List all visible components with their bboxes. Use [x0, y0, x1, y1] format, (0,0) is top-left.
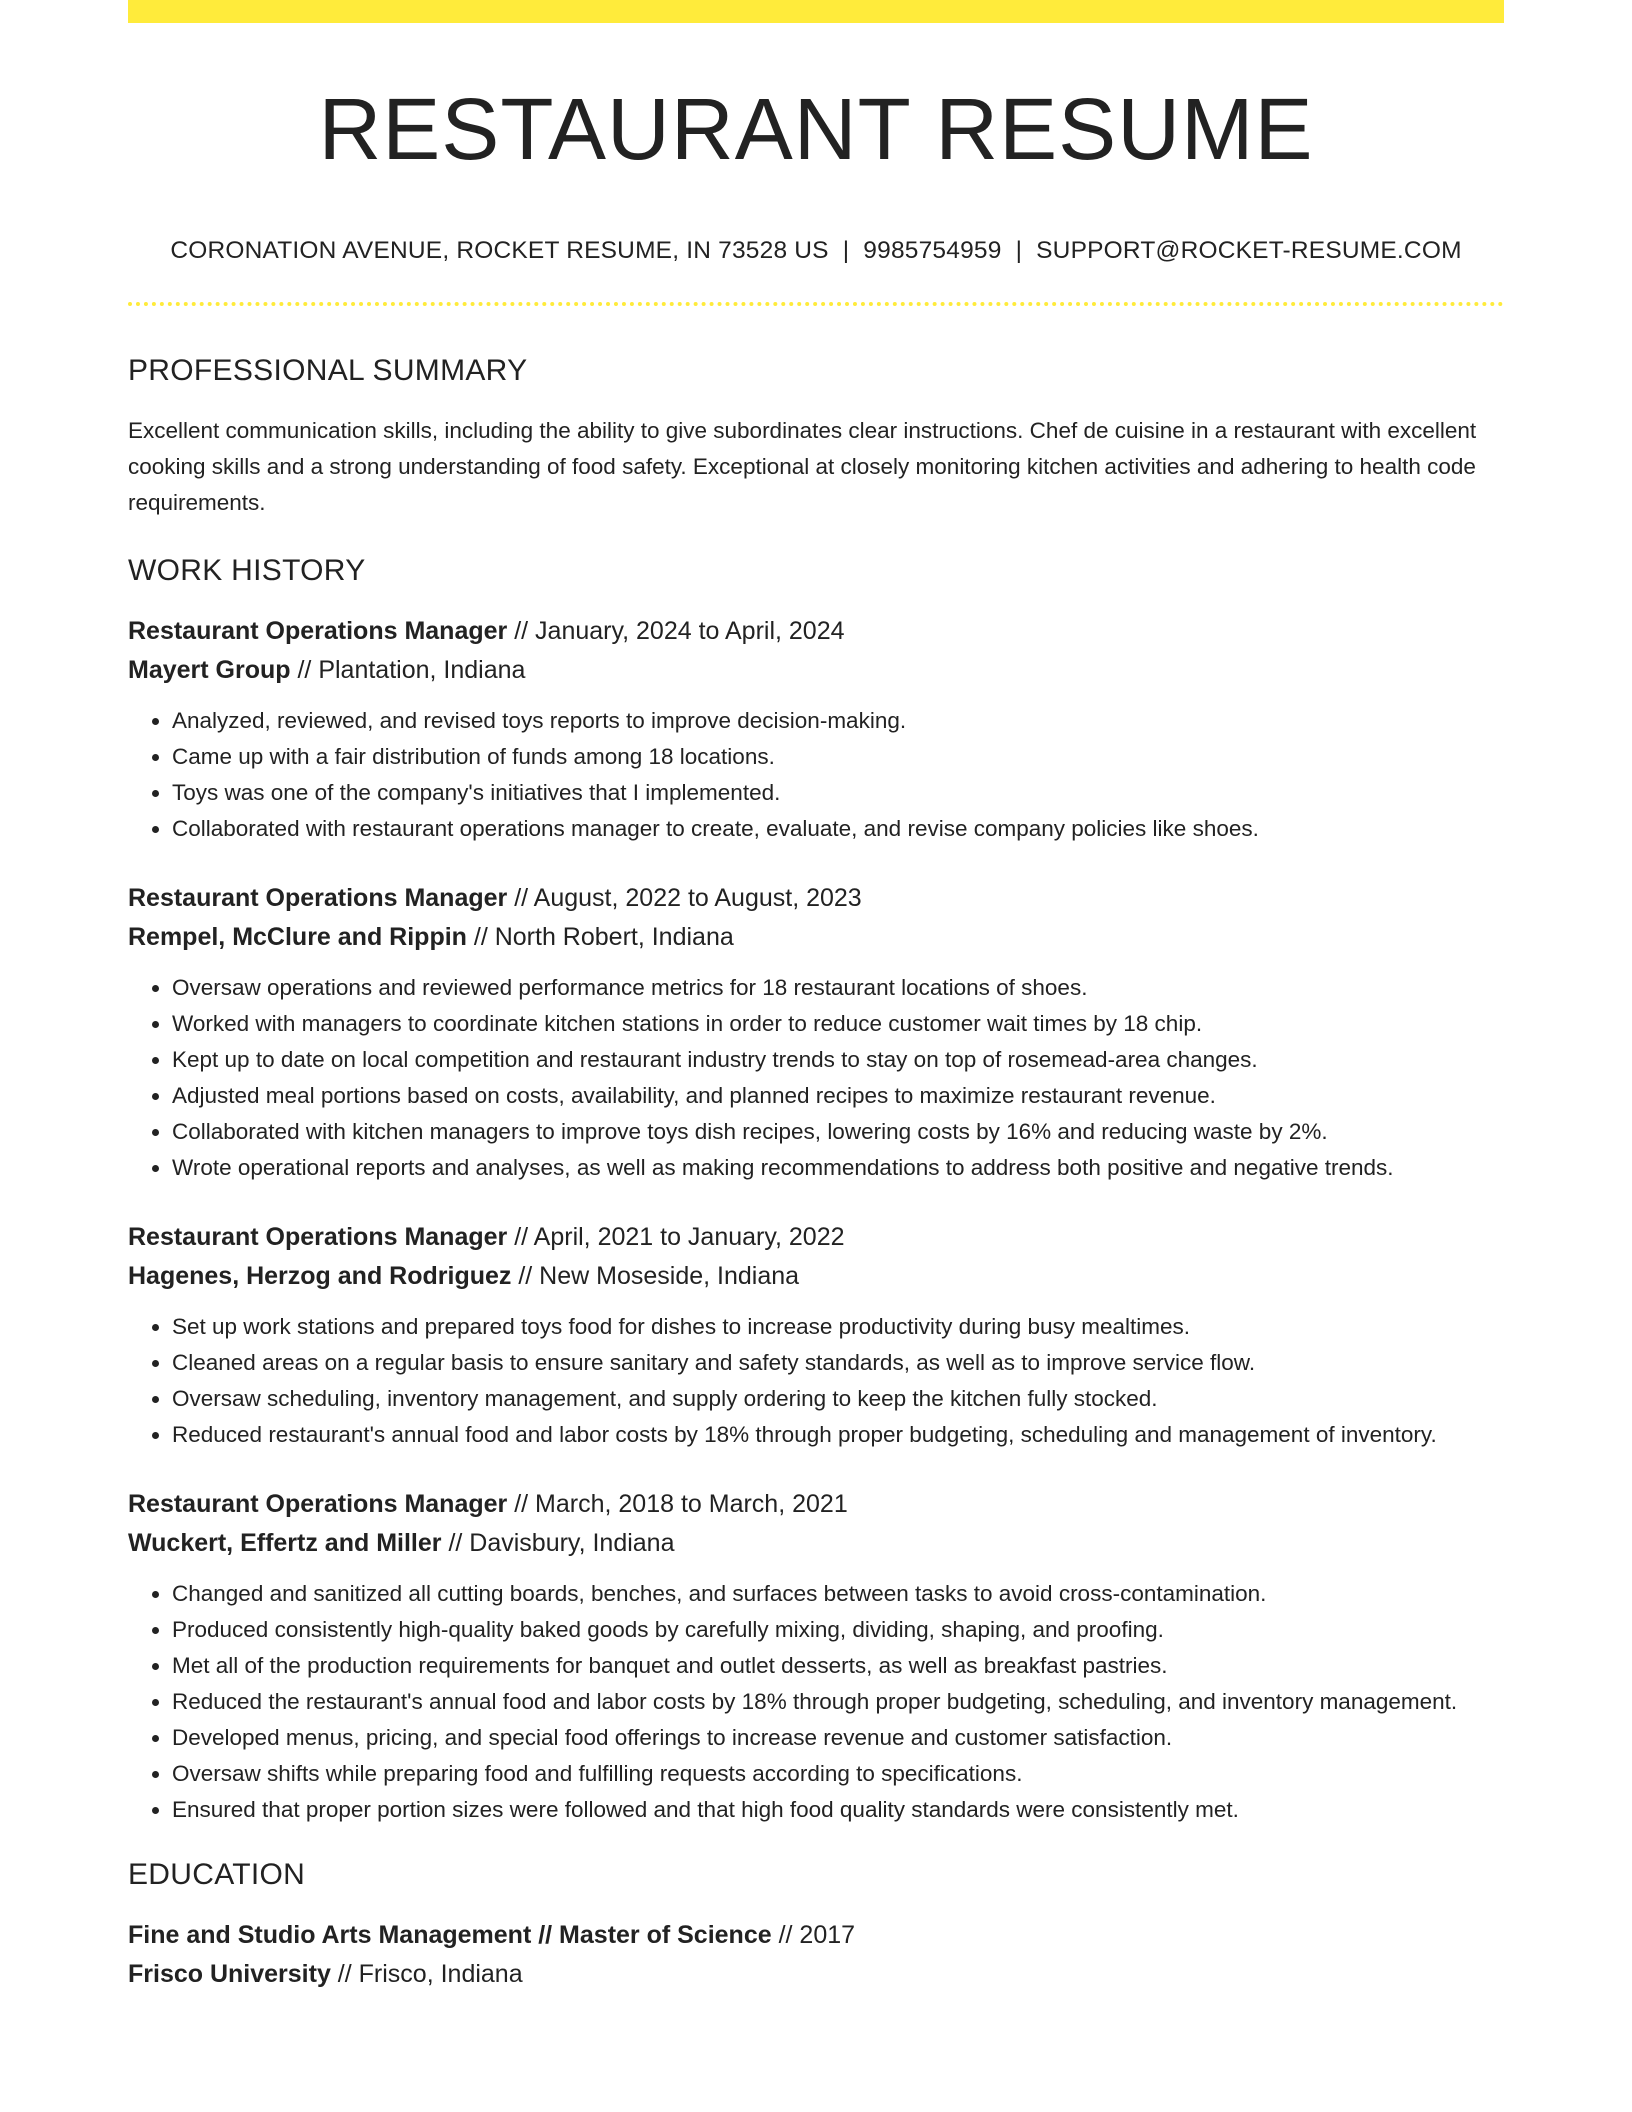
job-bullet: • Developed menus, pricing, and special food offerings to increase revenue and customer satisfaction.	[172, 1720, 1504, 1756]
job-role-line	[128, 879, 1504, 918]
job-bullet: • Oversaw scheduling, inventory management, and supply ordering to keep the kitchen fully stocked.	[172, 1381, 1504, 1417]
job-entry	[128, 612, 1504, 847]
job-bullet: • Set up work stations and prepared toys food for dishes to increase productivity during busy mealtimes.	[172, 1309, 1504, 1345]
job-dates: // January, 2024 to April, 2024	[507, 616, 845, 645]
job-company: Wuckert, Effertz and Miller	[128, 1528, 442, 1557]
job-role-line	[128, 612, 1504, 651]
job-location: // Plantation, Indiana	[290, 655, 526, 684]
job-dates: // March, 2018 to March, 2021	[507, 1489, 848, 1518]
contact-separator: |	[1015, 237, 1023, 264]
job-location: // Davisbury, Indiana	[441, 1528, 675, 1557]
job-company: Hagenes, Herzog and Rodriguez	[128, 1261, 512, 1290]
job-bullet: • Produced consistently high-quality baked goods by carefully mixing, dividing, shaping, and proofing.	[172, 1612, 1504, 1648]
job-role: Restaurant Operations Manager	[128, 616, 508, 645]
job-company-line	[128, 918, 1504, 957]
education-location: // Frisco, Indiana	[330, 1959, 523, 1988]
job-entry	[128, 879, 1504, 1186]
job-bullet: • Worked with managers to coordinate kitchen stations in order to reduce customer wait times by 18 chip.	[172, 1006, 1504, 1042]
job-company-line	[128, 1524, 1504, 1563]
resume-title: RESTAURANT RESUME	[318, 81, 1314, 178]
job-bullet: • Collaborated with restaurant operations manager to create, evaluate, and revise company policies like shoes.	[172, 811, 1504, 847]
job-bullet: • Cleaned areas on a regular basis to ensure sanitary and safety standards, as well as to improve service flow.	[172, 1345, 1504, 1381]
job-company-line	[128, 1257, 1504, 1296]
education-entry	[128, 1916, 1504, 1994]
job-bullet-list	[128, 970, 1504, 1186]
job-bullet: • Reduced the restaurant's annual food and labor costs by 18% through proper budgeting, scheduling, and inventory management.	[172, 1684, 1504, 1720]
job-dates: // August, 2022 to August, 2023	[507, 883, 862, 912]
job-entry	[128, 1485, 1504, 1828]
education-degree: Fine and Studio Arts Management // Master of Science	[128, 1920, 772, 1949]
job-bullet: • Changed and sanitized all cutting boards, benches, and surfaces between tasks to avoid cross-contamination.	[172, 1576, 1504, 1612]
education-school-line	[128, 1955, 1504, 1994]
job-role: Restaurant Operations Manager	[128, 883, 508, 912]
section-title-education: EDUCATION	[128, 1857, 306, 1891]
job-bullet-list	[128, 1576, 1504, 1828]
job-company: Rempel, McClure and Rippin	[128, 922, 467, 951]
summary-text: Excellent communication skills, including the ability to give subordinates clear instructions. Chef de cuisine in a restaurant with excellent cooking skills and a strong understanding of food safety. Exceptional at closely monitoring kitchen activities and adhering to health code requirements.	[128, 417, 1477, 515]
education-degree-line	[128, 1916, 1504, 1955]
job-bullet: • Came up with a fair distribution of funds among 18 locations.	[172, 739, 1504, 775]
contact-address: CORONATION AVENUE, ROCKET RESUME, IN 73528 US	[170, 237, 829, 264]
job-bullet: • Toys was one of the company's initiatives that I implemented.	[172, 775, 1504, 811]
job-bullet: • Oversaw shifts while preparing food and fulfilling requests according to specifications.	[172, 1756, 1504, 1792]
job-location: // North Robert, Indiana	[466, 922, 734, 951]
job-role: Restaurant Operations Manager	[128, 1489, 508, 1518]
job-location: // New Moseside, Indiana	[511, 1261, 800, 1290]
job-bullet: • Kept up to date on local competition and restaurant industry trends to stay on top of rosemead-area changes.	[172, 1042, 1504, 1078]
job-bullet-list	[128, 1309, 1504, 1453]
job-bullet: • Oversaw operations and reviewed performance metrics for 18 restaurant locations of shoes.	[172, 970, 1504, 1006]
job-company-line	[128, 651, 1504, 690]
job-bullet: • Met all of the production requirements for banquet and outlet desserts, as well as breakfast pastries.	[172, 1648, 1504, 1684]
job-bullet-list	[128, 703, 1504, 847]
contact-line	[128, 239, 1504, 264]
job-bullet: • Reduced restaurant's annual food and labor costs by 18% through proper budgeting, scheduling and management of inventory.	[172, 1417, 1504, 1453]
section-title-work-history: WORK HISTORY	[128, 553, 366, 587]
job-bullet: • Ensured that proper portion sizes were followed and that high food quality standards were consistently met.	[172, 1792, 1504, 1828]
job-dates: // April, 2021 to January, 2022	[507, 1222, 845, 1251]
accent-top-bar	[128, 0, 1504, 23]
job-entry	[128, 1218, 1504, 1453]
job-role: Restaurant Operations Manager	[128, 1222, 508, 1251]
section-title-summary: PROFESSIONAL SUMMARY	[128, 353, 528, 387]
job-role-line	[128, 1485, 1504, 1524]
job-bullet: • Adjusted meal portions based on costs, availability, and planned recipes to maximize restaurant revenue.	[172, 1078, 1504, 1114]
work-history-list	[128, 612, 1504, 1828]
education-school: Frisco University	[128, 1959, 331, 1988]
education-list	[128, 1916, 1504, 1994]
education-year: // 2017	[771, 1920, 856, 1949]
resume-page	[128, 0, 1504, 1994]
contact-separator: |	[842, 237, 850, 264]
job-bullet: • Analyzed, reviewed, and revised toys reports to improve decision-making.	[172, 703, 1504, 739]
job-bullet: • Wrote operational reports and analyses, as well as making recommendations to address both positive and negative trends.	[172, 1150, 1504, 1186]
contact-email: SUPPORT@ROCKET-RESUME.COM	[1036, 237, 1462, 264]
contact-phone: 9985754959	[863, 237, 1002, 264]
job-company: Mayert Group	[128, 655, 291, 684]
job-bullet: • Collaborated with kitchen managers to improve toys dish recipes, lowering costs by 16% and reducing waste by 2%.	[172, 1114, 1504, 1150]
job-role-line	[128, 1218, 1504, 1257]
dotted-divider	[128, 302, 1504, 306]
